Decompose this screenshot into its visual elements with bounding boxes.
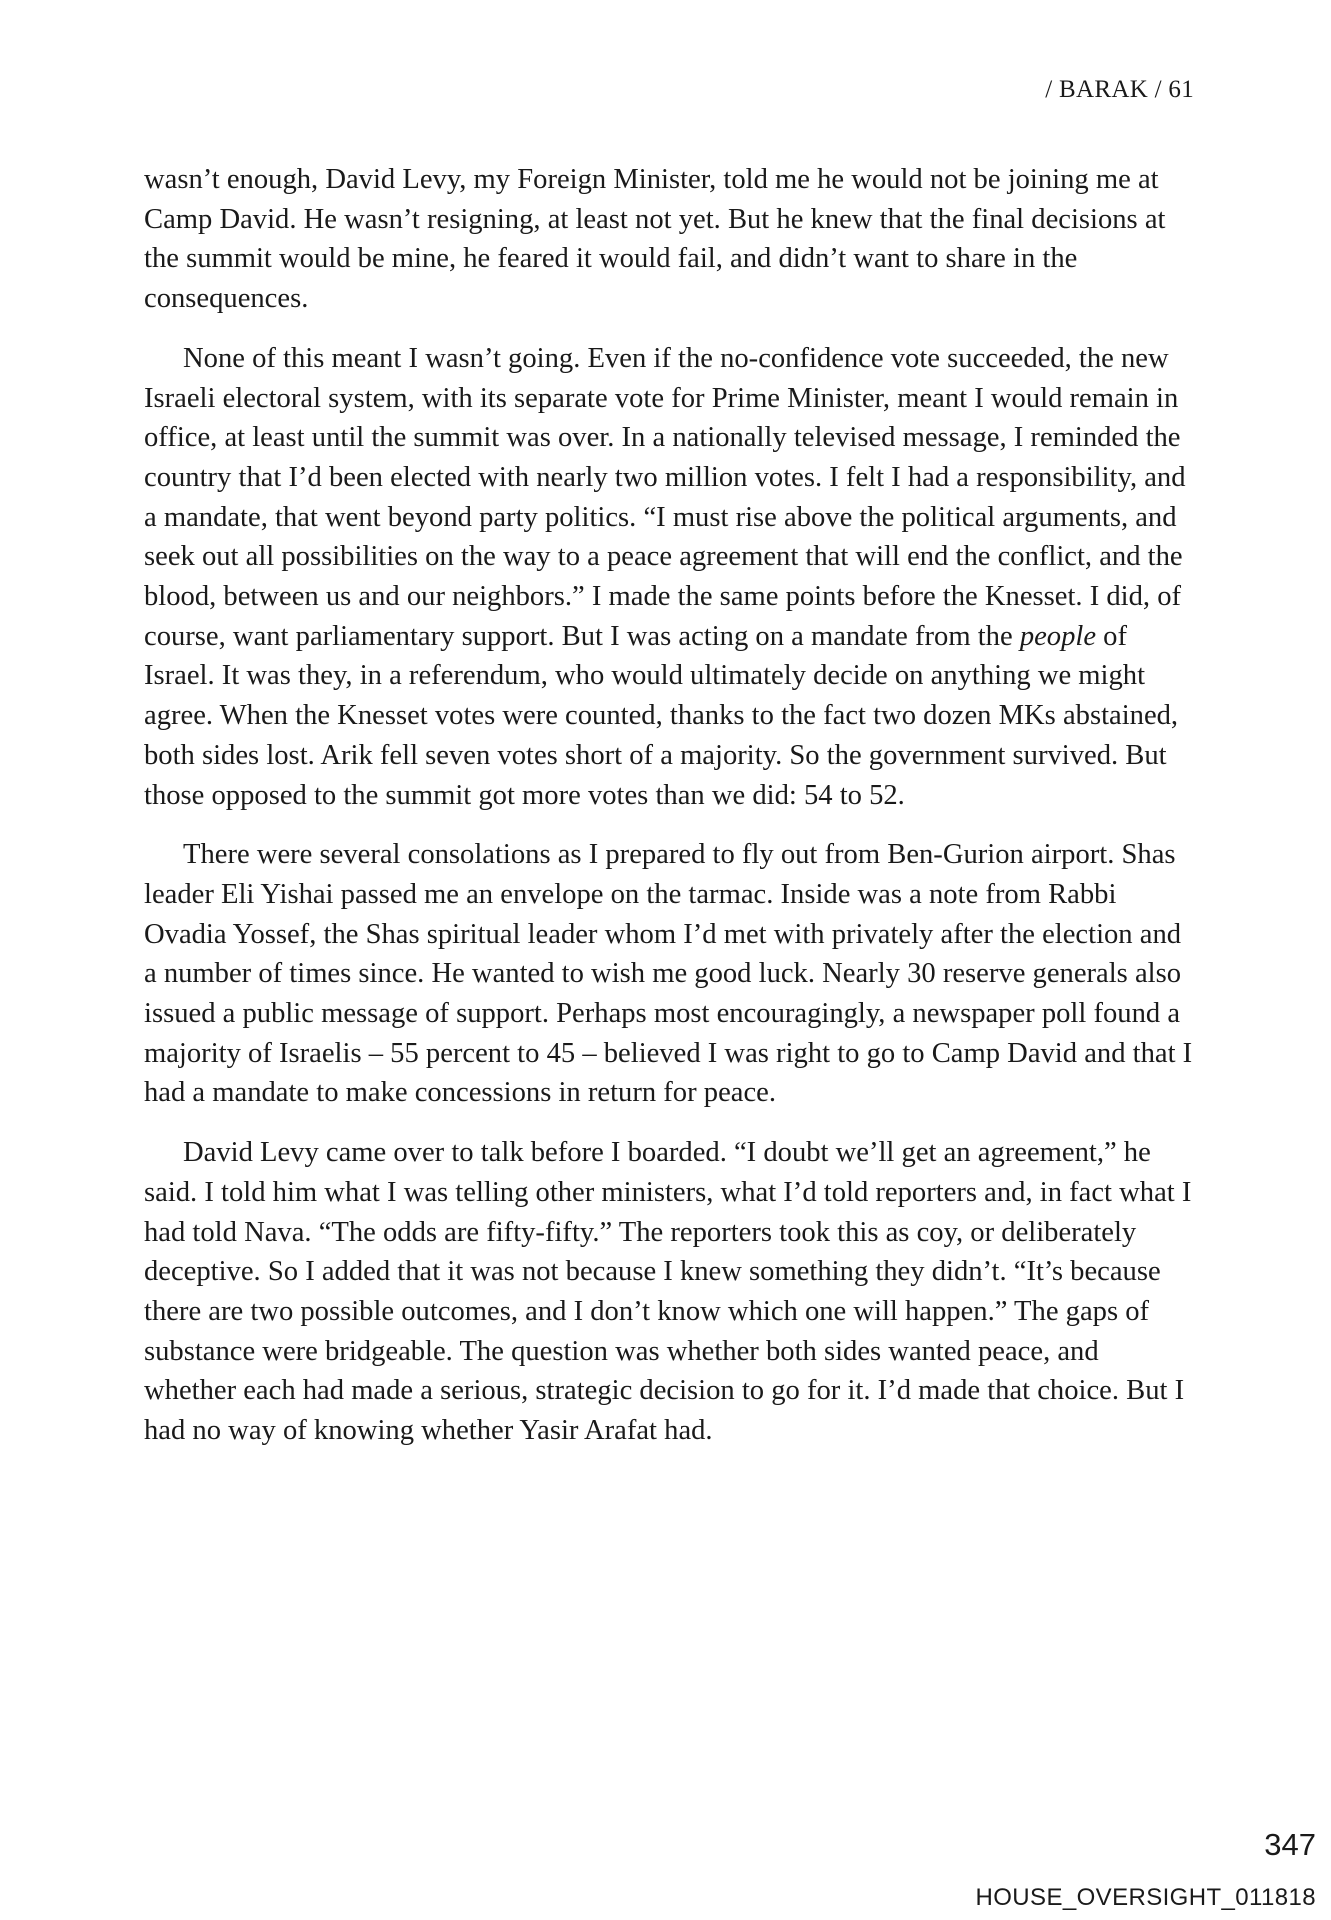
- bates-page-number: 347: [1264, 1827, 1316, 1862]
- paragraph-2: [144, 339, 1194, 815]
- paragraph-2-emphasis: people: [1019, 620, 1097, 652]
- bates-id: HOUSE_OVERSIGHT_011818: [975, 1884, 1316, 1911]
- paragraph-2-text-before: None of this meant I wasn’t going. Even if the no-confidence vote succeeded, the new Israeli electoral system, with its separate vote for Prime Minister, meant I would remain in office, at least until the summit was over. In a nationally televised message, I reminded the country that I’d been elected with nearly two million votes. I felt I had a responsibility, and a mandate, that went beyond party politics. “I must rise above the political arguments, and seek out all possibilities on the way to a peace agreement that will end the conflict, and the blood, between us and our neighbors.” I made the same points before the Knesset. I did, of course, want parliamentary support. But I was acting on a mandate from the: [144, 342, 1186, 652]
- paragraph-1: wasn’t enough, David Levy, my Foreign Minister, told me he would not be joining me at Camp David. He wasn’t resigning, at least not yet. But he knew that the final decisions at the summit would be mine, he feared it would fail, and didn’t want to share in the consequences.: [144, 164, 1166, 315]
- running-head: / BARAK / 61: [1045, 76, 1194, 103]
- paragraph-2-text-after: of Israel. It was they, in a referendum, who would ultimately decide on anything we might agree. When the Knesset votes were counted, thanks to the fact two dozen MKs abstained, both sides lost. Arik fell seven votes short of a majority. So the government survived. But those opposed to the summit got more votes than we did: 54 to 52.: [144, 620, 1179, 811]
- paragraph-3: There were several consolations as I prepared to fly out from Ben-Gurion airport. Shas leader Eli Yishai passed me an envelope on the tarmac. Inside was a note from Rabbi Ovadia Yossef, the Shas spiritual leader whom I’d met with privately after the election and a number of times since. He wanted to wish me good luck. Nearly 30 reserve generals also issued a public message of support. Perhaps most encouragingly, a newspaper poll found a majority of Israelis – 55 percent to 45 – believed I was right to go to Camp David and that I had a mandate to make concessions in return for peace.: [144, 839, 1193, 1109]
- paragraph-4: David Levy came over to talk before I boarded. “I doubt we’ll get an agreement,” he said. I told him what I was telling other ministers, what I’d told reporters and, in fact what I had told Nava. “The odds are fifty-fifty.” The reporters took this as coy, or deliberately deceptive. So I added that it was not because I knew something they didn’t. “It’s because there are two possible outcomes, and I don’t know which one will happen.” The gaps of substance were bridgeable. The question was whether both sides wanted peace, and whether each had made a serious, strategic decision to go for it. I’d made that choice. But I had no way of knowing whether Yasir Arafat had.: [144, 1137, 1192, 1447]
- body-text: [144, 160, 1194, 1471]
